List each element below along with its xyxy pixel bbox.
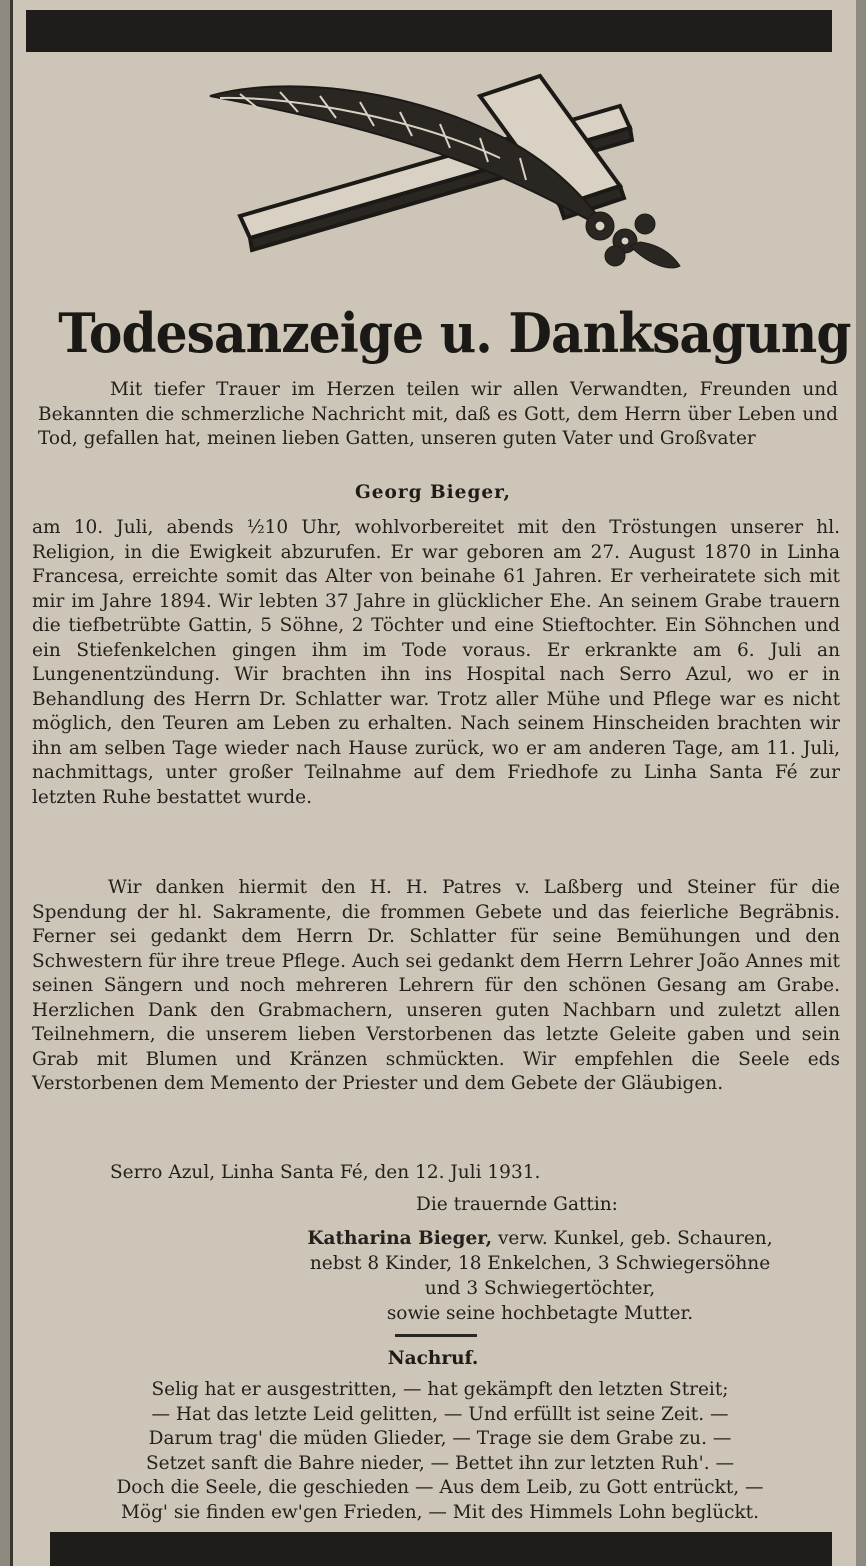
top-border-bar xyxy=(26,10,832,52)
obituary-notice xyxy=(10,0,856,1566)
signature-line-4: sowie seine hochbetagte Mutter. xyxy=(386,1303,694,1324)
thanks-paragraph: Wir danken hiermit den H. H. Patres v. Laßberg und Steiner für die Spendung der hl. Sakramente, die frommen Gebete und das feierliche Begräbnis. Ferner sei gedankt dem Herrn Dr. Schlatter für seine Bemühungen und den Schwestern für ihre treue Pflege. Auch sei gedankt dem Herrn Lehrer João Annes mit seinen Sängern und noch mehreren Lehrern für den schönen Gesang am Grabe. Herzlichen Dank den Grabmachern, unseren guten Nachbarn und zuletzt allen Teilnehmern, die unserem lieben Verstorbenen das letzte Geleite gaben und sein Grab mit Blumen und Kränzen schmückten. Wir empfehlen die Seele eds Verstorbenen dem Memento der Priester und dem Gebete der Gläubigen. xyxy=(32,877,840,1094)
poem-line: Doch die Seele, die geschieden — Aus dem Leib, zu Gott entrückt, — xyxy=(116,1477,764,1498)
signature-line-1 xyxy=(260,1226,820,1251)
cross-with-palm-frond-icon xyxy=(200,66,690,286)
bottom-border-bar xyxy=(50,1532,832,1566)
signature-block xyxy=(260,1226,820,1326)
mourning-label: Die trauernde Gattin: xyxy=(416,1194,618,1215)
poem-line: Setzet sanft die Bahre nieder, — Bettet ihn zur letzten Ruh'. — xyxy=(145,1452,734,1474)
notice-title: Todesanzeige u. Danksagung xyxy=(58,301,851,365)
poem-line: Selig hat er ausgestritten, — hat gekämpft den letzten Streit; xyxy=(151,1379,729,1400)
nachruf-poem xyxy=(40,1378,840,1525)
poem-line: — Hat das letzte Leid gelitten, — Und erfüllt ist seine Zeit. — xyxy=(151,1403,729,1425)
body-paragraph: am 10. Juli, abends ½10 Uhr, wohlvorbereitet mit den Tröstungen unserer hl. Religion, in die Ewigkeit abzurufen. Er war geboren am 27. August 1870 in Linha Francesa, erreichte somit das Alter von beinahe 61 Jahren. Er verheiratete sich mit mir im Jahre 1894. Wir lebten 37 Jahre in glücklicher Ehe. An seinem Grabe trauern die tiefbetrübte Gattin, 5 Söhne, 2 Töchter und eine Stieftochter. Ein Söhnchen und ein Stiefenkelchen gingen ihm im Tode voraus. Er erkrankte am 6. Juli an Lungenentzündung. Wir brachten ihn ins Hospital nach Serro Azul, wo er in Behandlung des Herrn Dr. Schlatter war. Trotz aller Mühe und Pflege war es nicht möglich, den Teuren am Leben zu erhalten. Nach seinem Hinscheiden brachten wir ihn am selben Tage wieder nach Hause zurück, wo er am anderen Tage, am 11. Juli, nachmittags, unter großer Teilnahme auf dem Friedhofe zu Linha Santa Fé zur letzten Ruhe bestattet wurde. xyxy=(32,517,840,808)
widow-name: Katharina Bieger, xyxy=(307,1228,493,1249)
place-and-date: Serro Azul, Linha Santa Fé, den 12. Juli 1931. xyxy=(110,1162,541,1183)
nachruf-heading: Nachruf. xyxy=(387,1348,479,1369)
signature-line-2: nebst 8 Kinder, 18 Enkelchen, 3 Schwiegersöhne xyxy=(309,1253,771,1274)
poem-line: Darum trag' die müden Glieder, — Trage sie dem Grabe zu. — xyxy=(148,1428,732,1449)
column-divider xyxy=(10,0,13,1566)
signature-line-3: und 3 Schwiegertöchter, xyxy=(424,1278,656,1299)
deceased-name: Georg Bieger, xyxy=(354,482,511,503)
poem-line: Mög' sie finden ew'gen Frieden, — Mit des Himmels Lohn beglückt. xyxy=(120,1501,759,1523)
intro-paragraph: Mit tiefer Trauer im Herzen teilen wir allen Verwandten, Freunden und Bekannten die schmerzliche Nachricht mit, daß es Gott, dem Herrn über Leben und Tod, gefallen hat, meinen lieben Gatten, unseren guten Vater und Großvater xyxy=(38,379,838,449)
widow-details: verw. Kunkel, geb. Schauren, xyxy=(492,1228,773,1249)
section-divider xyxy=(395,1334,477,1337)
